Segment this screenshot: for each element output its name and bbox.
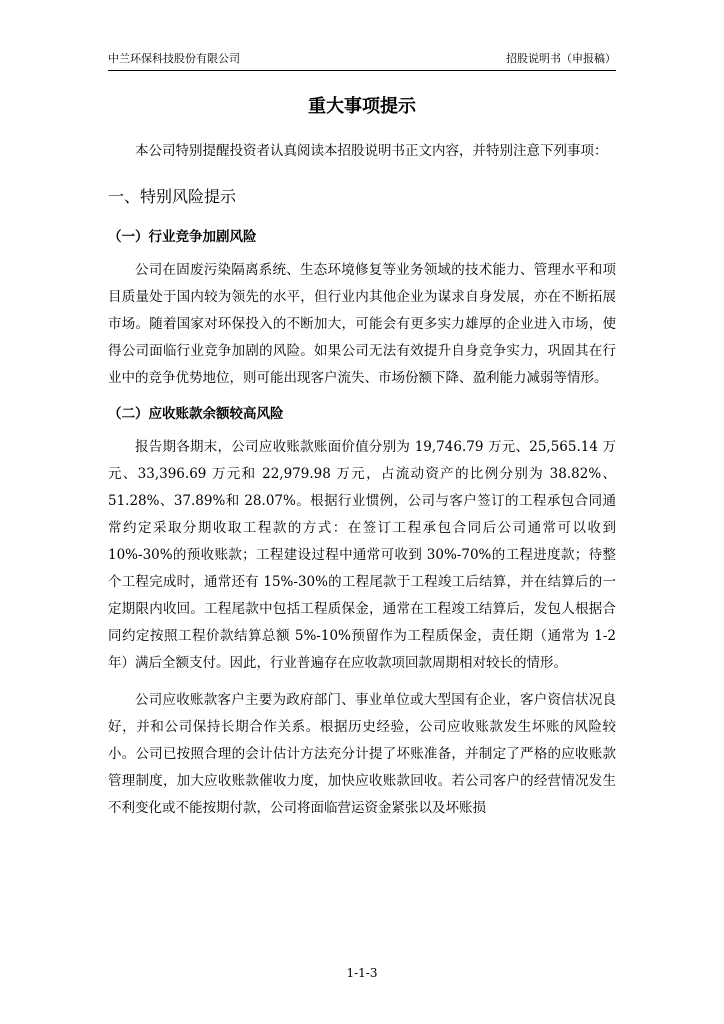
document-body (108, 138, 616, 822)
page-title: 重大事项提示 (308, 96, 416, 117)
page-number: 1-1-3 (346, 966, 378, 980)
page-header (108, 50, 616, 71)
subsection-heading-competition-risk: （一）行业竞争加剧风险 (108, 229, 257, 245)
header-company-name: 中兰环保科技股份有限公司 (108, 52, 240, 65)
intro-paragraph: 本公司特别提醒投资者认真阅读本招股说明书正文内容，并特别注意下列事项： (135, 143, 608, 159)
receivables-risk-paragraph-2: 公司应收账款客户主要为政府部门、事业单位或大型国有企业，客户资信状况良好，并和公司保持长期合作关系。根据历史经验，公司应收账款发生坏账的风险较小。公司已按照合理的会计估计方法充分计提了坏账准备，并制定了严格的应收账款管理制度，加大应收账款催收力度，加快应收账款回收。若公司客户的经营情况发生不利变化或不能按期付款，公司将面临营运资金紧张以及坏账损 (108, 692, 616, 816)
competition-risk-paragraph: 公司在固废污染隔离系统、生态环境修复等业务领域的技术能力、管理水平和项目质量处于国内较为领先的水平，但行业内其他企业为谋求自身发展，亦在不断拓展市场。随着国家对环保投入的不断加大，可能会有更多实力雄厚的企业进入市场，使得公司面临行业竞争加剧的风险。如果公司无法有效提升自身竞争实力，巩固其在行业中的竞争优势地位，则可能出现客户流失、市场份额下降、盈利能力减弱等情形。 (108, 262, 616, 386)
receivables-risk-paragraph-1: 报告期各期末，公司应收账款账面价值分别为 19,746.79 万元、25,565.14 万元、33,396.69 万元和 22,979.98 万元，占流动资产的比例分别为 38.82%、51.28%、37.89%和 28.07%。根据行业惯例，公司与客户签订的工程承包合同通常约定采取分期收取工程款的方式：在签订工程承包合同后公司通常可以收到 10%-30%的预收账款；工程建设过程中通常可收到 30%-70%的工程进度款；待整个工程完成时，通常还有 15%-30%的工程尾款于工程竣工后结算，并在结算后的一定期限内收回。工程尾款中包括工程质保金，通常在工程竣工结算后，发包人根据合同约定按照工程价款结算总额 5%-10%预留作为工程质保金，责任期（通常为 1-2 年）满后全额支付。因此，行业普遍存在应收款项回款周期相对较长的情形。 (108, 439, 616, 671)
section-heading-risk-notice: 一、特别风险提示 (108, 187, 237, 206)
subsection-heading-receivables-risk: （二）应收账款余额较高风险 (108, 406, 284, 422)
header-document-type: 招股说明书（申报稿） (506, 52, 616, 65)
